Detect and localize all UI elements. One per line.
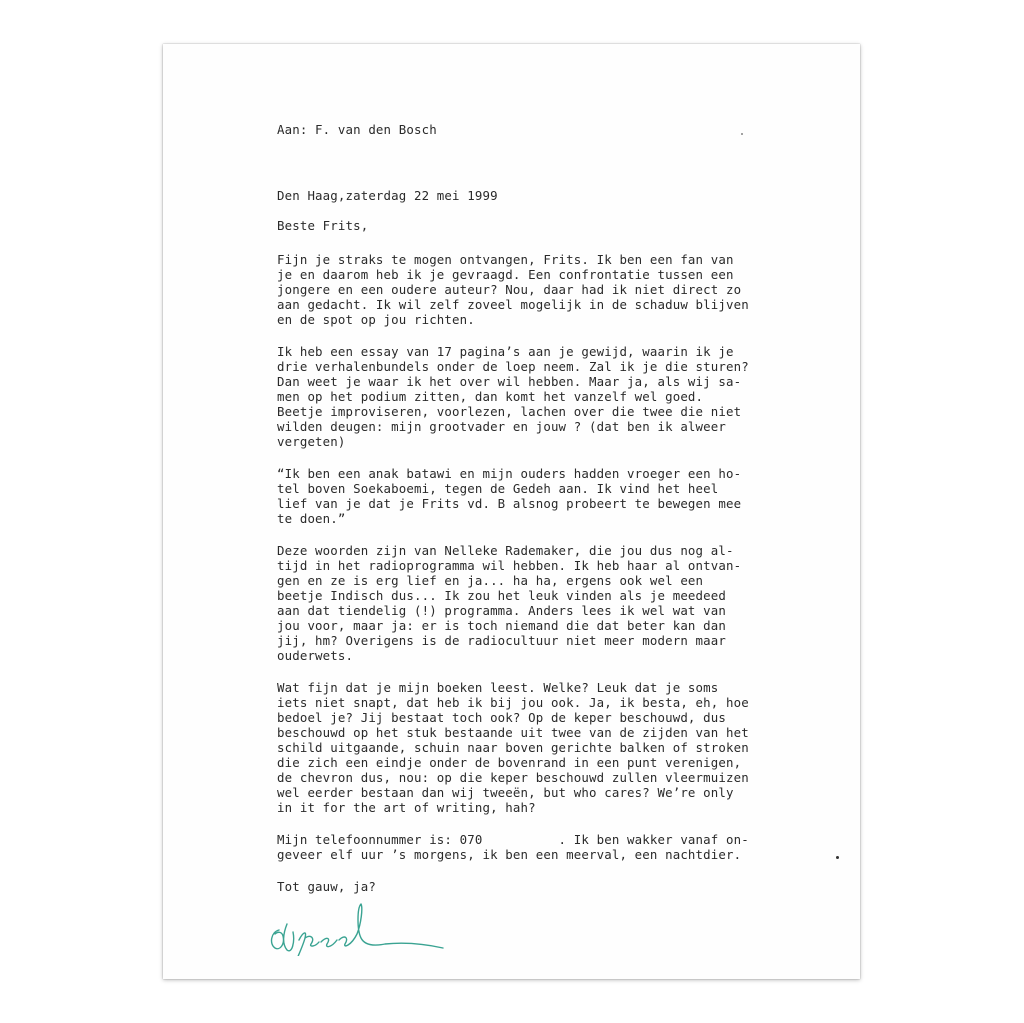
date-line: Den Haag,zaterdag 22 mei 1999 bbox=[277, 188, 498, 203]
paragraph: Mijn telefoonnummer is: 070 . Ik ben wakker vanaf on- geveer elf uur ’s morgens, ik ben een meerval, een nachtdier. bbox=[277, 832, 749, 862]
handwritten-signature-icon bbox=[265, 894, 455, 956]
salutation: Beste Frits, bbox=[277, 218, 369, 233]
paper-speck bbox=[741, 133, 743, 135]
paragraph: Ik heb een essay van 17 pagina’s aan je gewijd, waarin ik je drie verhalenbundels onder de loep neem. Zal ik je die sturen? Dan weet je waar ik het over wil hebben. Maar ja, als wij sa- men op het podium zitten, dan komt het vanzelf wel goed. Beetje improviseren, voorlezen, lachen over die twee die niet wilden deugen: mijn grootvader en jouw ? (dat ben ik alweer vergeten) bbox=[277, 344, 749, 449]
paragraph: Fijn je straks te mogen ontvangen, Frits. Ik ben een fan van je en daarom heb ik je gevraagd. Een confrontatie tussen een jongere en een oudere auteur? Nou, daar had ik niet direct zo aan gedacht. Ik wil zelf zoveel mogelijk in de schaduw blijven en de spot op jou richten. bbox=[277, 252, 749, 327]
paragraph: “Ik ben een anak batawi en mijn ouders hadden vroeger een ho- tel boven Soekaboemi, tegen de Gedeh aan. Ik vind het heel lief van je dat je Frits vd. B alsnog probeert te bewegen mee te doen.” bbox=[277, 466, 742, 526]
closing: Tot gauw, ja? bbox=[277, 879, 376, 894]
recipient-line: Aan: F. van den Bosch bbox=[277, 122, 437, 137]
letter-page bbox=[163, 44, 860, 979]
letter-body bbox=[277, 122, 817, 894]
paper-speck bbox=[836, 856, 839, 859]
paragraph: Deze woorden zijn van Nelleke Rademaker, die jou dus nog al- tijd in het radioprogramma wil hebben. Ik heb haar al ontvan- gen en ze is erg lief en ja... ha ha, ergens ook wel een beetje Indisch dus... Ik zou het leuk vinden als je meedeed aan dat tiendelig (!) programma. Anders lees ik wel wat van jou voor, maar ja: er is toch niemand die dat beter kan dan jij, hm? Overigens is de radiocultuur niet meer modern maar ouderwets. bbox=[277, 543, 742, 663]
paragraph: Wat fijn dat je mijn boeken leest. Welke? Leuk dat je soms iets niet snapt, dat heb ik bij jou ook. Ja, ik besta, eh, hoe bedoel je? Jij bestaat toch ook? Op de keper beschouwd, dus beschouwd op het stuk bestaande uit twee van de zijden van het schild uitgaande, schuin naar boven gerichte balken of stroken die zich een eindje onder de bovenrand in een punt verenigen, de chevron dus, nou: op die keper beschouwd zullen vleermuizen wel eerder bestaan dan wij tweeën, but who cares? We’re only in it for the art of writing, hah? bbox=[277, 680, 749, 815]
